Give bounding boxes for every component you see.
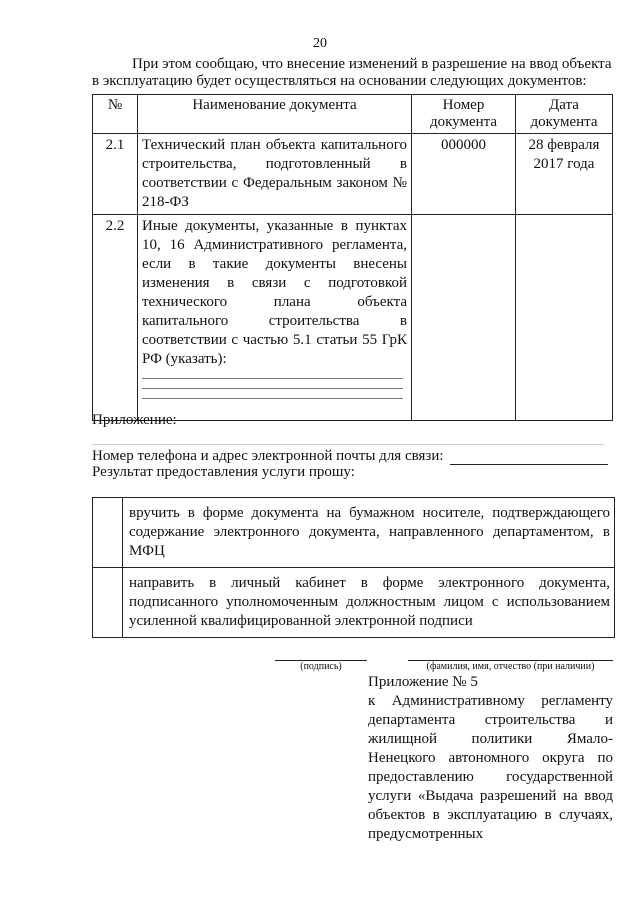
full-name-caption: (фамилия, имя, отчество (при наличии) [426, 661, 595, 672]
documents-table [92, 94, 613, 421]
appendix-title: Приложение № 5 [368, 674, 478, 690]
row-doc-date [516, 215, 613, 421]
blank-line[interactable] [142, 369, 403, 379]
row-name-cell [138, 215, 412, 421]
contact-blank-field[interactable] [450, 450, 608, 465]
intro-line-2: в эксплуатацию будет осуществляться на основании следующих документов: [92, 73, 587, 89]
option-row[interactable] [93, 568, 615, 638]
divider [92, 444, 604, 445]
appendix-block [368, 673, 613, 844]
option-text: вручить в форме документа на бумажном носителе, подтверждающего содержание электронного документа, направленного департаментом, в МФЦ [123, 498, 615, 568]
header-num: № [93, 95, 138, 134]
blank-line[interactable] [142, 379, 403, 389]
annex-label: Приложение: [92, 412, 177, 428]
header-date: Дата документа [516, 95, 613, 134]
intro-line-1: При этом сообщаю, что внесение изменений в разрешение на ввод объекта [132, 56, 612, 72]
contact-label: Номер телефона и адрес электронной почты для связи: [92, 448, 444, 464]
header-name: Наименование документа [138, 95, 412, 134]
row-doc-number: 000000 [412, 134, 516, 215]
option-checkbox-cell[interactable] [93, 498, 123, 568]
row-doc-number [412, 215, 516, 421]
signature-caption: (подпись) [300, 661, 342, 672]
result-label: Результат предоставления услуги прошу: [92, 464, 355, 480]
result-options-table [92, 497, 615, 638]
table-row [93, 134, 613, 215]
row-num: 2.1 [93, 134, 138, 215]
option-text: направить в личный кабинет в форме электронного документа, подписанного уполномоченным должностным лицом с использованием усиленной квалифицированной электронной подписи [123, 568, 615, 638]
row-num: 2.2 [93, 215, 138, 421]
table-row [93, 215, 613, 421]
option-checkbox-cell[interactable] [93, 568, 123, 638]
row-name: Иные документы, указанные в пунктах 10, 16 Административного регламента, если в такие документы внесены изменения в связи с подготовкой технического плана объекта капитального строительства в соответствии с частью 5.1 статьи 55 ГрК РФ (указать): [142, 218, 407, 367]
option-row[interactable] [93, 498, 615, 568]
row-doc-date: 28 февраля 2017 года [516, 134, 613, 215]
page-number: 20 [313, 36, 327, 51]
documents-table-header [93, 95, 613, 134]
contact-line [92, 448, 622, 465]
intro-paragraph [92, 56, 612, 90]
appendix-text: к Административному регламенту департамента строительства и жилищной политики Ямало-Ненецкого автономного округа по предоставлению государственной услуги «Выдача разрешений на ввод объектов в эксплуатацию в случаях, предусмотренных [368, 693, 613, 842]
header-number: Номер документа [412, 95, 516, 134]
row-name: Технический план объекта капитального строительства, подготовленный в соответствии с Федеральным законом № 218-ФЗ [138, 134, 412, 215]
blank-line[interactable] [142, 389, 403, 399]
